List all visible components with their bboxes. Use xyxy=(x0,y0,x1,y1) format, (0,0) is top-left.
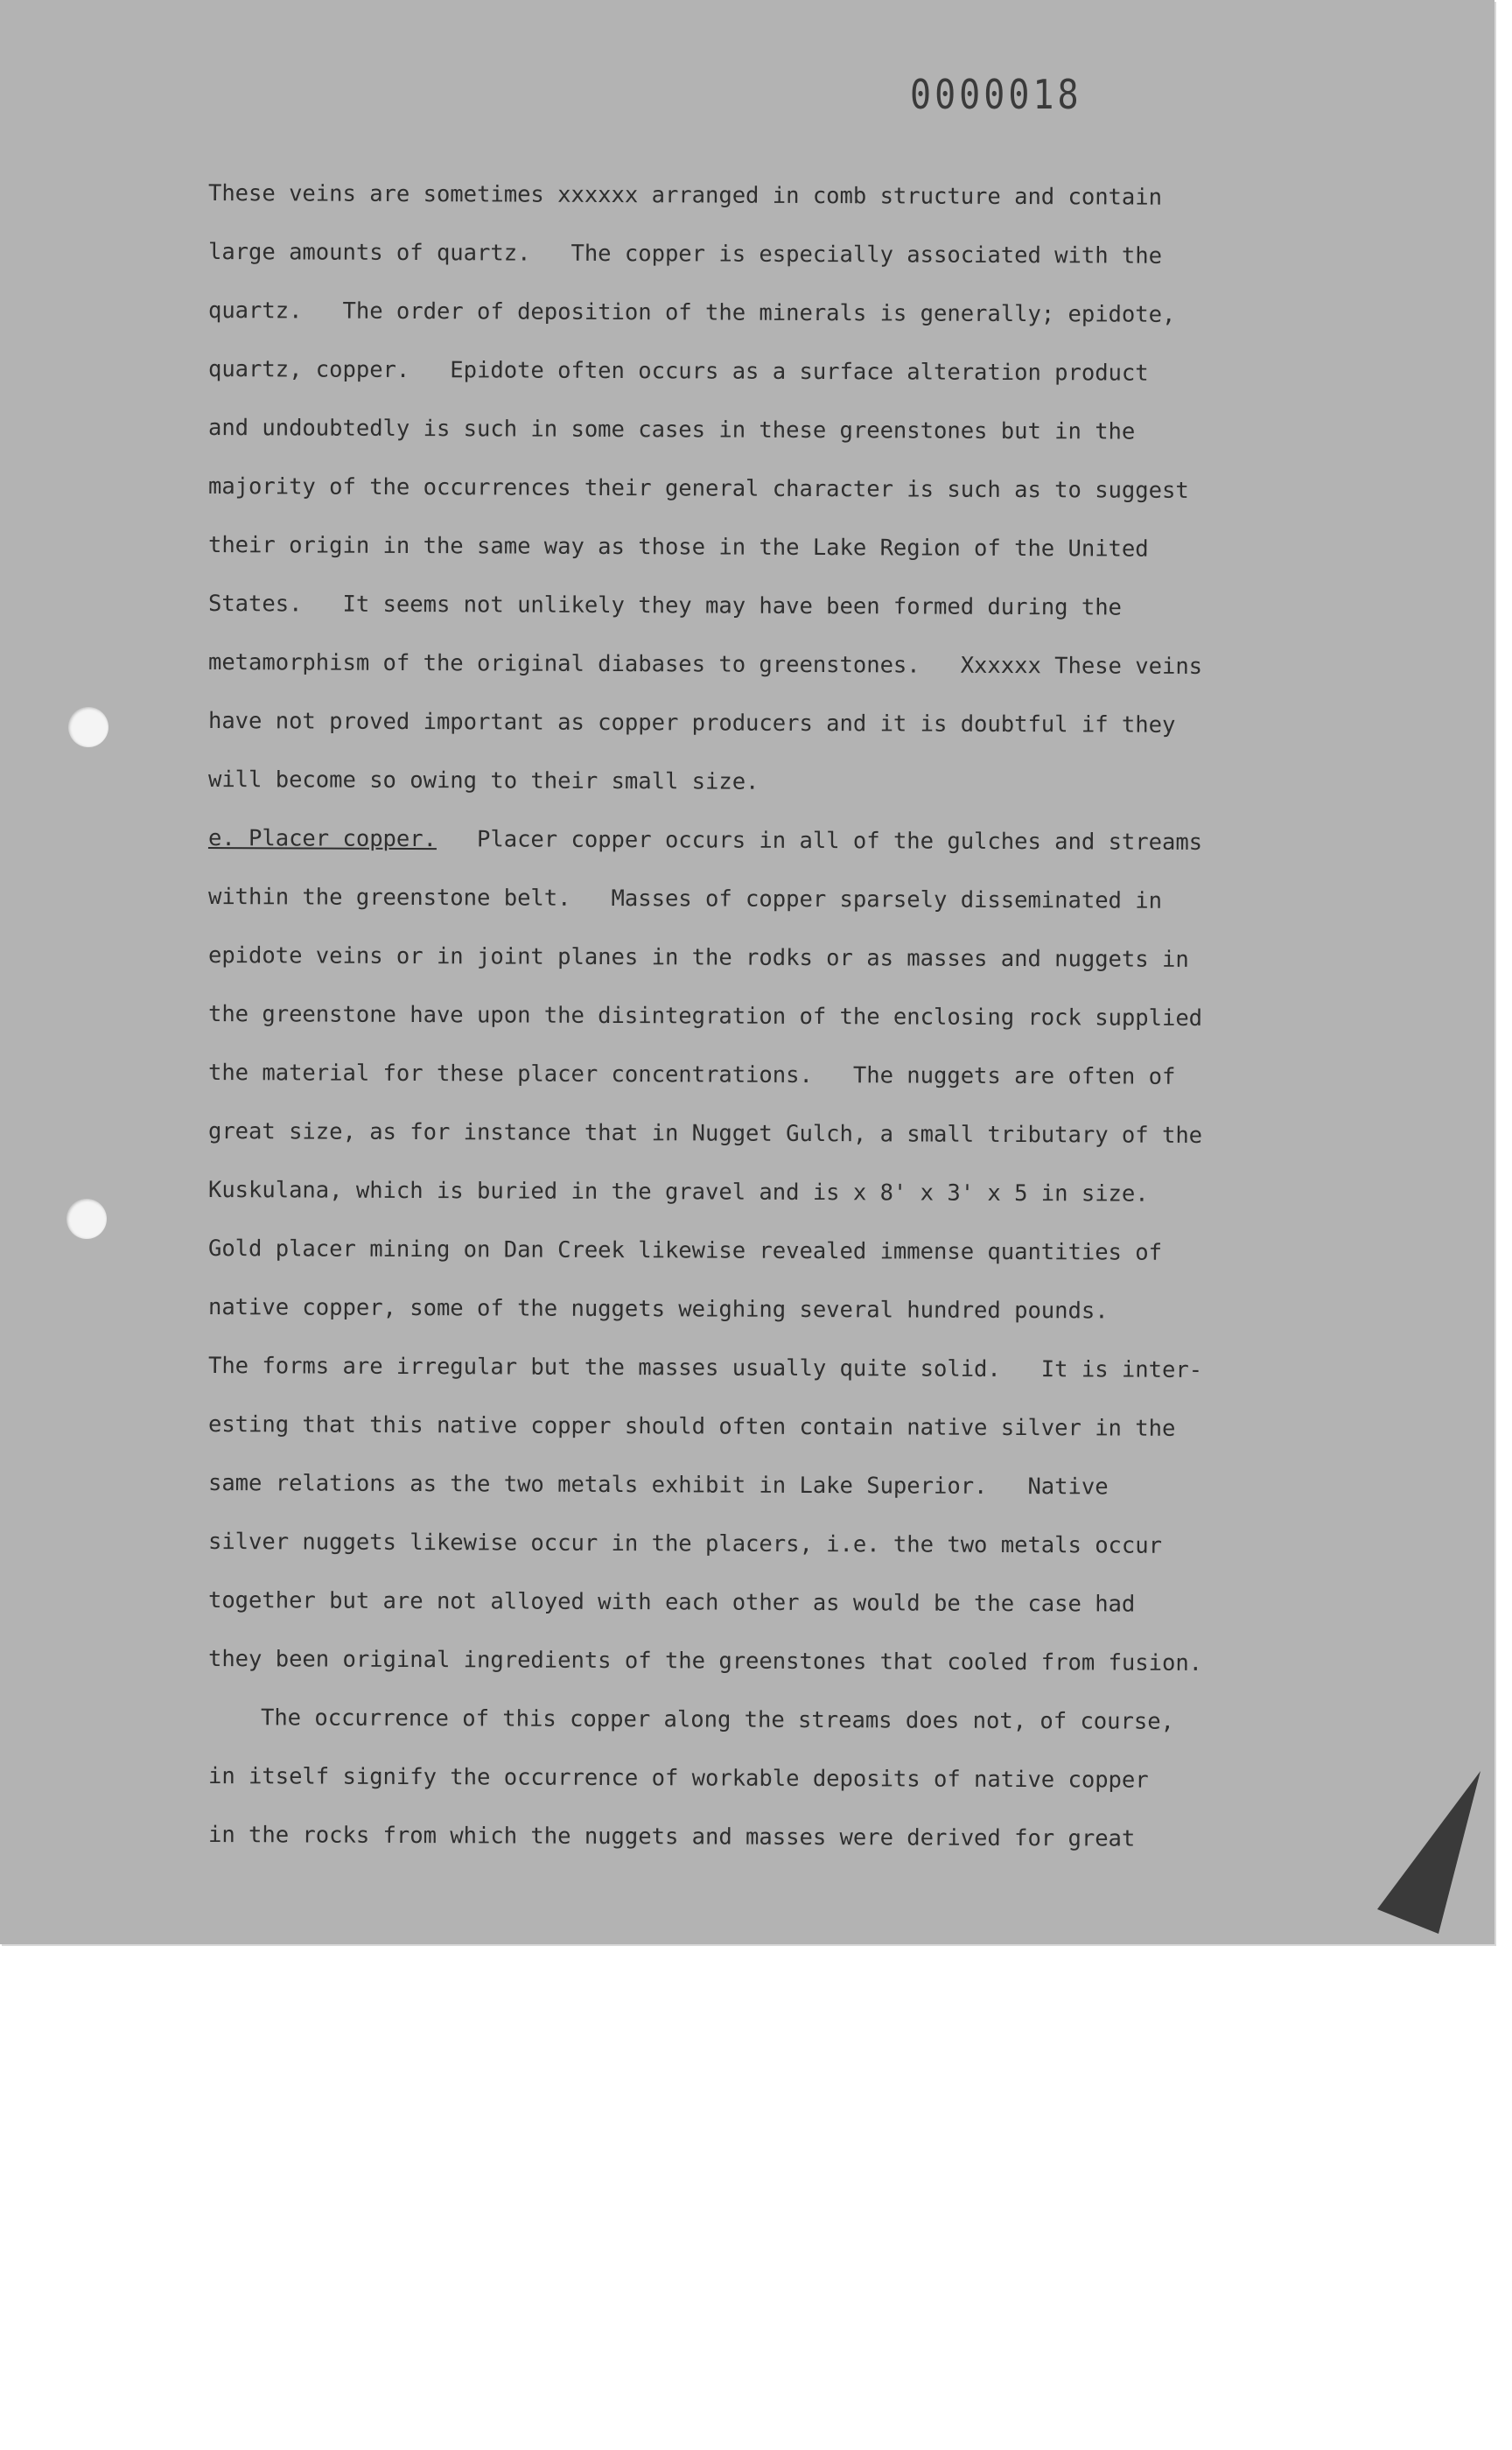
text-line: The forms are irregular but the masses usually quite solid. It is inter- xyxy=(207,1353,1203,1383)
text-line: and undoubtedly is such in some cases in these greenstones but in the xyxy=(207,415,1136,445)
text-line: the greenstone have upon the disintegration of the enclosing rock supplied xyxy=(207,1001,1203,1032)
text-line: quartz. The order of deposition of the minerals is generally; epidote, xyxy=(207,298,1176,328)
text-line: in itself signify the occurrence of workable deposits of native copper xyxy=(207,1763,1149,1794)
text-line: epidote veins or in joint planes in the rodks or as masses and nuggets in xyxy=(207,942,1189,973)
text-line: majority of the occurrences their general character is such as to suggest xyxy=(207,473,1189,504)
text-line: their origin in the same way as those in the Lake Region of the United xyxy=(207,532,1149,563)
section-heading: e. Placer copper. xyxy=(207,825,438,853)
text-line: the material for these placer concentrations. The nuggets are often of xyxy=(207,1060,1176,1090)
text-line: have not proved important as copper producers and it is doubtful if they xyxy=(207,708,1176,738)
text-line: great size, as for instance that in Nugget Gulch, a small tributary of the xyxy=(207,1118,1203,1149)
text-line: native copper, some of the nuggets weighing several hundred pounds. xyxy=(207,1294,1109,1325)
text-line: Kuskulana, which is buried in the gravel and is x 8' x 3' x 5 in size. xyxy=(207,1177,1149,1208)
text-line: within the greenstone belt. Masses of copper sparsely disseminated in xyxy=(207,884,1163,914)
text-line: in the rocks from which the nuggets and masses were derived for great xyxy=(207,1822,1136,1852)
text-line: esting that this native copper should often contain native silver in the xyxy=(207,1411,1176,1442)
punch-hole xyxy=(66,1199,107,1239)
document-body xyxy=(208,164,1346,1865)
text-line xyxy=(208,809,1346,873)
text-line: silver nuggets likewise occur in the placers, i.e. the two metals occur xyxy=(207,1529,1163,1559)
heading-continuation: Placer copper occurs in all of the gulches and streams xyxy=(436,826,1203,856)
corner-mark-triangle xyxy=(1377,1769,1482,1936)
text-line: Gold placer mining on Dan Creek likewise revealed immense quantities of xyxy=(207,1236,1163,1266)
text-line: quartz, copper. Epidote often occurs as a surface alteration product xyxy=(207,356,1149,387)
page-number: 0000018 xyxy=(910,72,1082,119)
punch-hole xyxy=(68,707,108,747)
text-line: will become so owing to their small size. xyxy=(207,766,760,795)
text-line: States. It seems not unlikely they may have been formed during the xyxy=(207,591,1123,621)
text-line: These veins are sometimes xxxxxx arranged in comb structure and contain xyxy=(207,180,1163,211)
text-line: together but are not alloyed with each other as would be the case had xyxy=(207,1587,1136,1618)
text-line: they been original ingredients of the greenstones that cooled from fusion. xyxy=(207,1646,1203,1676)
text-line: metamorphism of the original diabases to greenstones. Xxxxxx These veins xyxy=(207,649,1203,680)
text-line: large amounts of quartz. The copper is especially associated with the xyxy=(207,239,1163,270)
text-line: same relations as the two metals exhibit in Lake Superior. Native xyxy=(207,1470,1109,1501)
text-line: The occurrence of this copper along the streams does not, of course, xyxy=(260,1704,1175,1735)
